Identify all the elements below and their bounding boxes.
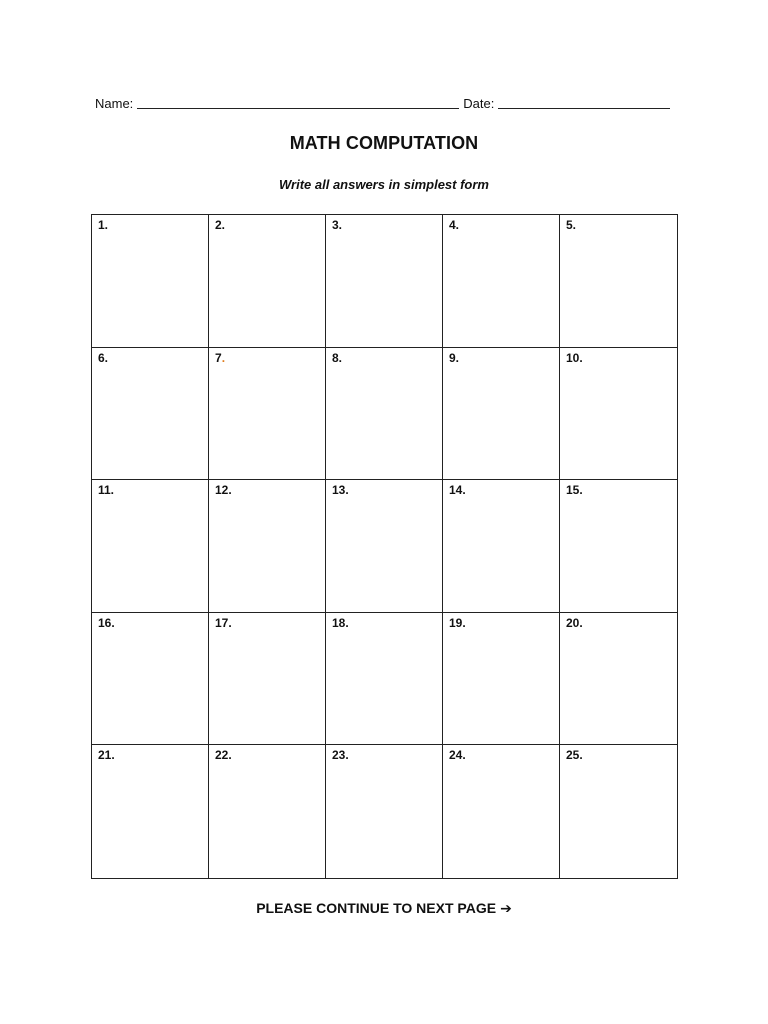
instructions: Write all answers in simplest form: [279, 177, 489, 192]
problem-number-text: 7: [215, 350, 222, 365]
problem-number: 25.: [566, 748, 583, 763]
problem-number: 16.: [98, 615, 115, 630]
problem-number: 8.: [332, 350, 343, 365]
answer-box[interactable]: [209, 348, 326, 481]
answer-box[interactable]: [209, 613, 326, 746]
problem-number: 10.: [566, 350, 583, 365]
problem-number: 21.: [98, 748, 115, 763]
answer-box[interactable]: [443, 480, 560, 613]
answer-box[interactable]: [443, 348, 560, 481]
problem-number: 5.: [566, 218, 577, 232]
name-blank-line[interactable]: [137, 95, 459, 109]
page-title: MATH COMPUTATION: [289, 133, 479, 153]
answer-box[interactable]: [92, 215, 209, 348]
problem-number: 9.: [449, 350, 460, 365]
problem-number: [215, 351, 225, 365]
answer-box[interactable]: [326, 613, 443, 746]
answer-box[interactable]: [443, 745, 560, 878]
answer-box[interactable]: [560, 348, 677, 481]
problem-number: 15.: [566, 483, 583, 498]
answer-box[interactable]: [209, 480, 326, 613]
answer-box[interactable]: [92, 348, 209, 481]
problem-number: 13.: [332, 483, 349, 498]
arrow-right-icon: ➔: [500, 900, 512, 916]
answer-box[interactable]: [209, 745, 326, 878]
answer-box[interactable]: [92, 480, 209, 613]
answer-box[interactable]: [326, 745, 443, 878]
header-fields: [95, 94, 675, 112]
problem-number: 19.: [449, 615, 466, 630]
date-label: Date:: [463, 96, 495, 111]
problem-number: 2.: [215, 218, 226, 232]
date-blank-line[interactable]: [498, 95, 670, 109]
answer-box[interactable]: [326, 348, 443, 481]
problem-number: 20.: [566, 615, 583, 630]
answer-box[interactable]: [209, 215, 326, 348]
name-label: Name:: [95, 96, 134, 111]
problem-number: 23.: [332, 748, 349, 763]
answer-box[interactable]: [92, 745, 209, 878]
problem-number: 22.: [215, 748, 232, 763]
problem-number: 11.: [98, 483, 115, 498]
problem-number: 4.: [449, 218, 460, 232]
answer-box[interactable]: [326, 480, 443, 613]
continue-notice: [0, 900, 768, 917]
problem-number: 24.: [449, 748, 466, 763]
accent-dot: .: [221, 350, 226, 365]
answer-box[interactable]: [560, 215, 677, 348]
answer-box[interactable]: [560, 480, 677, 613]
continue-text: PLEASE CONTINUE TO NEXT PAGE: [256, 900, 497, 916]
problem-number: 18.: [332, 615, 349, 630]
problem-number: 1.: [98, 218, 109, 232]
answer-box[interactable]: [92, 613, 209, 746]
answer-box[interactable]: [443, 215, 560, 348]
problem-number: 3.: [332, 218, 343, 232]
problem-number: 6.: [98, 350, 109, 365]
answer-box[interactable]: [560, 745, 677, 878]
problem-number: 12.: [215, 483, 232, 498]
answer-box[interactable]: [443, 613, 560, 746]
answer-box[interactable]: [560, 613, 677, 746]
problem-number: 17.: [215, 615, 232, 630]
answer-box[interactable]: [326, 215, 443, 348]
problem-number: 14.: [449, 483, 466, 498]
answer-grid: [91, 214, 678, 879]
